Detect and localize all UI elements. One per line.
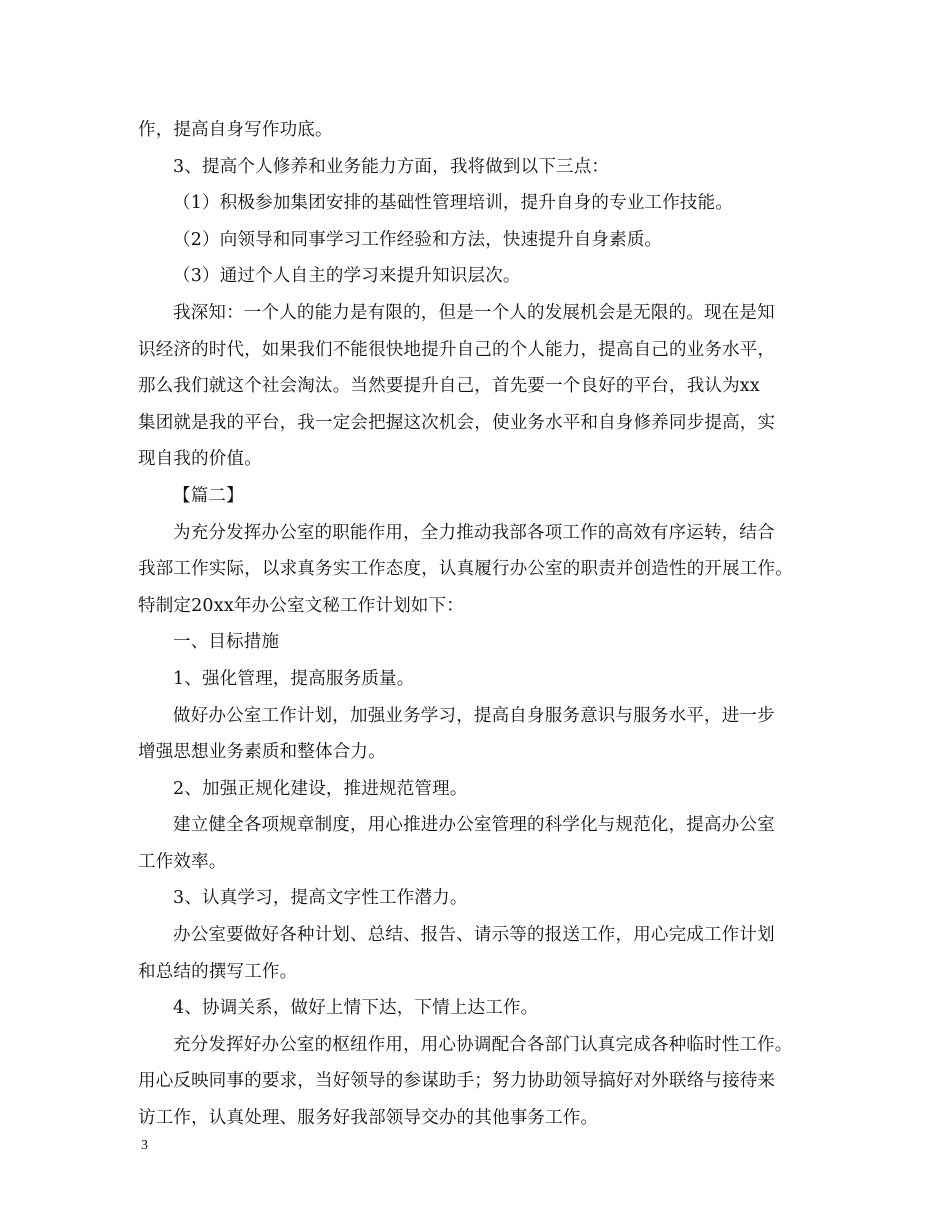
text-line: 增强思想业务素质和整体合力。	[138, 742, 386, 763]
text-line: 一、目标措施	[173, 632, 280, 653]
text-line: 3、提高个人修养和业务能力方面，我将做到以下三点：	[173, 156, 610, 177]
text-line: 1、强化管理，提高服务质量。	[173, 668, 415, 689]
text-line: 做好办公室工作计划，加强业务学习，提高自身服务意识与服务水平，进一步	[173, 705, 775, 726]
text-line: 特制定20xx年办公室文秘工作计划如下：	[138, 595, 465, 616]
text-line: 现自我的价值。	[138, 449, 262, 470]
page-number: 3	[141, 1138, 148, 1153]
text-line: 建立健全各项规章制度，用心推进办公室管理的科学化与规范化，提高办公室	[173, 815, 775, 836]
text-line: 办公室要做好各种计划、总结、报告、请示等的报送工作，用心完成工作计划	[173, 925, 775, 946]
text-line: 我部工作实际，以求真务实工作态度，认真履行办公室的职责并创造性的开展工作。	[138, 559, 793, 580]
text-line: 作，提高自身写作功底。	[138, 120, 333, 140]
text-line: 【篇二】	[173, 485, 244, 506]
text-line: 3、认真学习，提高文字性工作潜力。	[173, 888, 468, 909]
body-text	[138, 112, 818, 1137]
text-line: 和总结的撰写工作。	[138, 961, 298, 982]
text-line: （1）积极参加集团安排的基础性管理培训，提升自身的专业工作技能。	[173, 193, 734, 214]
text-line: （2）向领导和同事学习工作经验和方法，快速提升自身素质。	[173, 229, 663, 250]
text-line: 充分发挥好办公室的枢纽作用，用心协调配合各部门认真完成各种临时性工作。	[173, 1034, 793, 1055]
text-line: 工作效率。	[138, 851, 227, 872]
text-line: 那么我们就这个社会淘汰。当然要提升自己，首先要一个良好的平台，我认为xx	[138, 376, 760, 397]
text-line: 为充分发挥办公室的职能作用，全力推动我部各项工作的高效有序运转，结合	[173, 522, 775, 543]
text-line: （3）通过个人自主的学习来提升知识层次。	[173, 266, 521, 287]
text-line: 用心反映同事的要求，当好领导的参谋助手；努力协助领导搞好对外联络与接待来	[138, 1071, 776, 1092]
text-line: 识经济的时代，如果我们不能很快地提升自己的个人能力，提高自己的业务水平，	[138, 339, 776, 360]
text-line: 访工作，认真处理、服务好我部领导交办的其他事务工作。	[138, 1108, 599, 1129]
text-line: 4、协调关系，做好上情下达，下情上达工作。	[173, 998, 539, 1019]
text-line: 2、加强正规化建设，推进规范管理。	[173, 778, 468, 799]
text-line: 集团就是我的平台，我一定会把握这次机会，使业务水平和自身修养同步提高，实	[138, 412, 776, 433]
text-line: 我深知：一个人的能力是有限的，但是一个人的发展机会是无限的。现在是知	[173, 302, 775, 323]
